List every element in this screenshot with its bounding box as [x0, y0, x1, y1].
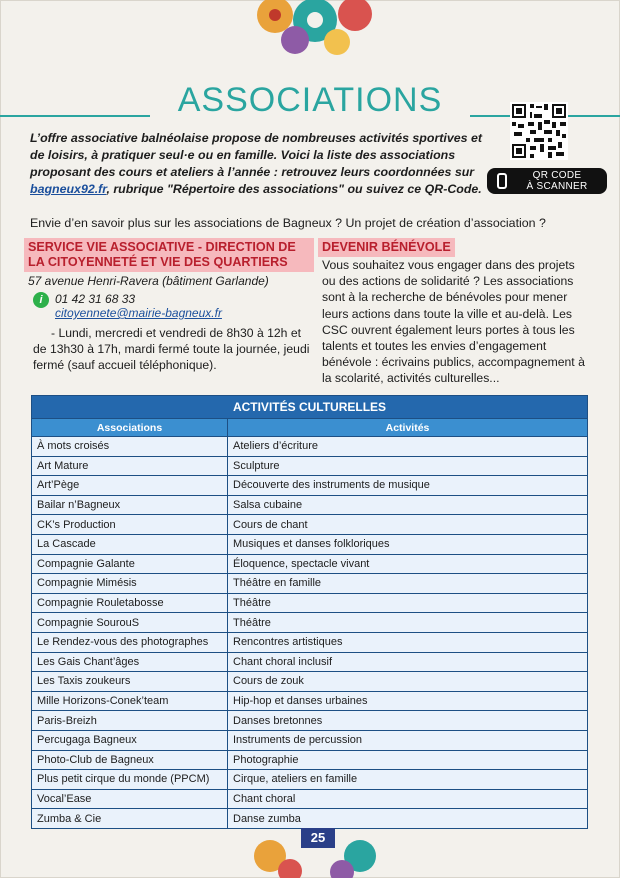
- activity-cell: Cours de zouk: [228, 672, 588, 692]
- activity-cell: Salsa cubaine: [228, 495, 588, 515]
- intro-paragraph: [30, 130, 485, 198]
- column-header-activities: Activités: [228, 419, 588, 437]
- activity-cell: Instruments de percussion: [228, 730, 588, 750]
- qr-badge-line-1: QR CODE: [532, 170, 582, 181]
- associations-table: [31, 395, 588, 829]
- activity-cell: Sculpture: [228, 456, 588, 476]
- table-row: [32, 574, 588, 594]
- qr-badge-line-2: À SCANNER: [526, 181, 588, 192]
- table-row: [32, 691, 588, 711]
- table-row: [32, 495, 588, 515]
- activity-cell: Éloquence, spectacle vivant: [228, 554, 588, 574]
- column-header-associations: Associations: [32, 419, 228, 437]
- association-name-cell: La Cascade: [32, 534, 228, 554]
- table-row: [32, 554, 588, 574]
- association-name-cell: Vocal’Ease: [32, 789, 228, 809]
- page-title: ASSOCIATIONS: [150, 80, 470, 120]
- association-name-cell: Les Gais Chant’âges: [32, 652, 228, 672]
- table-row: [32, 652, 588, 672]
- association-name-cell: Les Taxis zoukeurs: [32, 672, 228, 692]
- activity-cell: Chant choral: [228, 789, 588, 809]
- qr-badge-text: [507, 170, 607, 192]
- association-name-cell: Le Rendez-vous des photographes: [32, 632, 228, 652]
- activity-cell: Théâtre: [228, 613, 588, 633]
- activity-cell: Hip-hop et danses urbaines: [228, 691, 588, 711]
- activity-cell: Danse zumba: [228, 809, 588, 829]
- association-name-cell: Plus petit cirque du monde (PPCM): [32, 770, 228, 790]
- association-name-cell: Zumba & Cie: [32, 809, 228, 829]
- service-email-link[interactable]: citoyennete@mairie-bagneux.fr: [55, 306, 222, 320]
- activity-cell: Musiques et danses folkloriques: [228, 534, 588, 554]
- table-row: [32, 515, 588, 535]
- service-hours: - Lundi, mercredi et vendredi de 8h30 à 12h et de 13h30 à 17h, mardi fermé toute la journée, jeudi fermé (sauf accueil téléphonique).: [33, 326, 310, 372]
- volunteer-heading: DEVENIR BÉNÉVOLE: [318, 238, 455, 257]
- qr-code-badge: [487, 168, 607, 194]
- table-row: [32, 632, 588, 652]
- activity-cell: Découverte des instruments de musique: [228, 476, 588, 496]
- association-name-cell: Art’Pège: [32, 476, 228, 496]
- association-name-cell: Photo-Club de Bagneux: [32, 750, 228, 770]
- table-row: [32, 534, 588, 554]
- volunteer-text: Vous souhaitez vous engager dans des projets ou des actions de solidarité ? Les associations sont à la recherche de bénévoles pour mener leurs actions dans toute la ville et au-delà. Les CSC ouvrent également leurs portes à tous les talents et toutes les envies d’engagement bénévole : écrivains publics, accompagnement à la scolarité, activités culturelles...: [322, 258, 585, 386]
- table-row: [32, 476, 588, 496]
- table-row: [32, 711, 588, 731]
- table-row: [32, 593, 588, 613]
- activity-cell: Ateliers d’écriture: [228, 437, 588, 457]
- association-name-cell: Mille Horizons-Conek’team: [32, 691, 228, 711]
- association-name-cell: Compagnie Galante: [32, 554, 228, 574]
- page-number: 25: [301, 828, 335, 848]
- activity-cell: Théâtre en famille: [228, 574, 588, 594]
- info-icon: i: [33, 292, 49, 308]
- table-row: [32, 613, 588, 633]
- association-name-cell: À mots croisés: [32, 437, 228, 457]
- activity-cell: Théâtre: [228, 593, 588, 613]
- association-name-cell: CK’s Production: [32, 515, 228, 535]
- service-phone[interactable]: 01 42 31 68 33: [55, 292, 136, 306]
- qr-code-image[interactable]: [510, 102, 568, 160]
- table-row: [32, 672, 588, 692]
- table-row: [32, 730, 588, 750]
- association-name-cell: Art Mature: [32, 456, 228, 476]
- activity-cell: Rencontres artistiques: [228, 632, 588, 652]
- decorative-illustration-top: [245, 0, 385, 60]
- activity-cell: Chant choral inclusif: [228, 652, 588, 672]
- table-row: [32, 750, 588, 770]
- table-row: [32, 770, 588, 790]
- service-heading: SERVICE VIE ASSOCIATIVE - DIRECTION DE LA CITOYENNETÉ ET VIE DES QUARTIERS: [24, 238, 314, 272]
- table-row: [32, 437, 588, 457]
- table-row: [32, 456, 588, 476]
- service-address: 57 avenue Henri-Ravera (bâtiment Garlande): [28, 274, 269, 288]
- activity-cell: Cours de chant: [228, 515, 588, 535]
- table-row: [32, 789, 588, 809]
- intro-text-2: , rubrique "Répertoire des associations" ou suivez ce QR-Code.: [106, 182, 482, 196]
- association-name-cell: Paris-Breizh: [32, 711, 228, 731]
- association-name-cell: Bailar n’Bagneux: [32, 495, 228, 515]
- activity-cell: Cirque, ateliers en famille: [228, 770, 588, 790]
- smartphone-icon: [497, 173, 507, 189]
- intro-text-1: L’offre associative balnéolaise propose de nombreuses activités sportives et de loisirs, à pratiquer seul·e ou en famille. Voici la liste des associations proposant des cours et ateliers à l’année : retrouvez leurs coordonnées sur: [30, 131, 482, 179]
- association-name-cell: Percugaga Bagneux: [32, 730, 228, 750]
- association-name-cell: Compagnie Rouletabosse: [32, 593, 228, 613]
- activity-cell: Danses bretonnes: [228, 711, 588, 731]
- info-question: Envie d’en savoir plus sur les associations de Bagneux ? Un projet de création d’association ?: [30, 216, 546, 230]
- association-name-cell: Compagnie SourouS: [32, 613, 228, 633]
- activity-cell: Photographie: [228, 750, 588, 770]
- table-title: ACTIVITÉS CULTURELLES: [32, 396, 588, 419]
- association-name-cell: Compagnie Mimésis: [32, 574, 228, 594]
- website-link[interactable]: bagneux92.fr: [30, 182, 107, 196]
